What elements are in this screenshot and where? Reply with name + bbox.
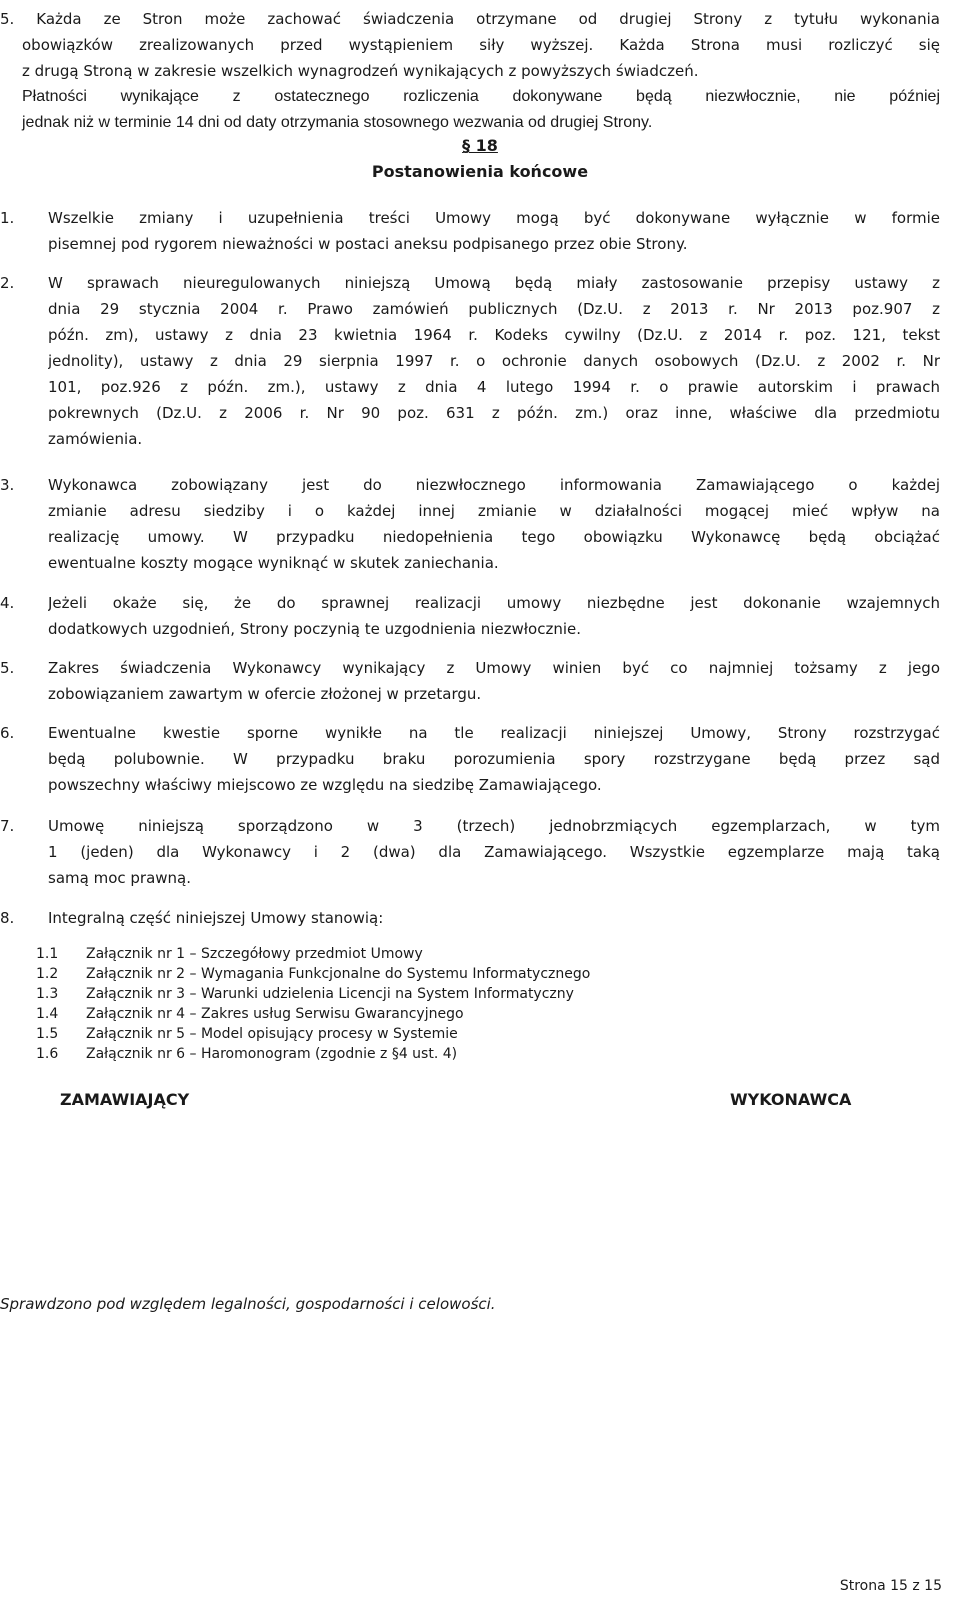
item-line: ewentualne koszty mogące wyniknąć w skutek zaniechania. [48, 554, 499, 572]
item-line: będą polubownie. W przypadku braku porozumienia spory rozstrzygane będą przez sąd [48, 750, 940, 768]
item-number: 6. [0, 724, 15, 742]
item-line: powszechny właściwy miejscowo ze względu na siedzibę Zamawiającego. [48, 776, 602, 794]
list-item [0, 205, 940, 257]
item-line: Ewentualne kwestie sporne wynikłe na tle realizacji niniejszej Umowy, Strony rozstrzygać [48, 724, 940, 742]
annex-number: 1.3 [36, 986, 59, 1002]
list-item [0, 590, 940, 642]
annex-item [36, 1004, 464, 1024]
section-link[interactable]: § 18 [462, 136, 498, 155]
item-line: Integralną część niniejszej Umowy stanowią: [48, 909, 384, 927]
page-number: Strona 15 z 15 [839, 1578, 942, 1594]
item-line: Jeżeli okaże się, że do sprawnej realizacji umowy niezbędne jest dokonanie wzajemnych [48, 594, 940, 612]
annex-item [36, 984, 574, 1004]
section-number [0, 136, 960, 155]
item-line: pisemnej pod rygorem nieważności w postaci aneksu podpisanego przez obie Strony. [48, 235, 688, 253]
item-line: zamówienia. [48, 430, 143, 448]
paragraph-line: z drugą Stroną w zakresie wszelkich wynagrodzeń wynikających z powyższych świadczeń. [22, 62, 699, 80]
annex-text: Załącznik nr 1 – Szczegółowy przedmiot Umowy [86, 946, 423, 962]
item-line: Wykonawca zobowiązany jest do niezwłocznego informowania Zamawiającego o każdej [48, 476, 940, 494]
section-title: Postanowienia końcowe [371, 162, 589, 181]
annex-text: Załącznik nr 3 – Warunki udzielenia Licencji na System Informatyczny [86, 986, 574, 1002]
item-line: pokrewnych (Dz.U. z 2006 r. Nr 90 poz. 631 z późn. zm.) oraz inne, właściwe dla przedmiotu [48, 404, 940, 422]
paragraph-line: jednak niż w terminie 14 dni od daty otrzymania stosownego wezwania od drugiej Strony. [22, 114, 653, 131]
annex-number: 1.6 [36, 1046, 59, 1062]
annex-text: Załącznik nr 5 – Model opisujący procesy w Systemie [86, 1026, 458, 1042]
paragraph-line: 5. Każda ze Stron może zachować świadczenia otrzymane od drugiej Strony z tytułu wykonania [0, 10, 940, 28]
list-item [0, 813, 940, 891]
paragraph-5 [0, 6, 940, 136]
list-item [0, 905, 940, 931]
item-line: zmianie adresu siedziby i o każdej innej zmianie w działalności mogącej mieć wpływ na [48, 502, 940, 520]
item-line: 101, poz.926 z późn. zm.), ustawy z dnia 4 lutego 1994 r. o prawie autorskim i prawach [48, 378, 940, 396]
signature-contractor: WYKONAWCA [730, 1090, 852, 1109]
list-item [0, 472, 940, 576]
item-line: W sprawach nieuregulowanych niniejszą Umową będą miały zastosowanie przepisy ustawy z [48, 274, 940, 292]
annex-text: Załącznik nr 2 – Wymagania Funkcjonalne do Systemu Informatycznego [86, 966, 591, 982]
item-line: Umowę niniejszą sporządzono w 3 (trzech) jednobrzmiących egzemplarzach, w tym [48, 817, 940, 835]
item-line: jednolity), ustawy z dnia 29 sierpnia 1997 r. o ochronie danych osobowych (Dz.U. z 2002 r. Nr [48, 352, 940, 370]
annex-text: Załącznik nr 4 – Zakres usług Serwisu Gwarancyjnego [86, 1006, 464, 1022]
annex-number: 1.5 [36, 1026, 59, 1042]
item-line: 1 (jeden) dla Wykonawcy i 2 (dwa) dla Zamawiającego. Wszystkie egzemplarze mają taką [48, 843, 940, 861]
item-line: dodatkowych uzgodnień, Strony poczynią te uzgodnienia niezwłocznie. [48, 620, 582, 638]
annex-number: 1.1 [36, 946, 59, 962]
annex-number: 1.4 [36, 1006, 59, 1022]
paragraph-line: obowiązków zrealizowanych przed wystąpieniem siły wyższej. Każda Strona musi rozliczyć się [22, 36, 940, 54]
signature-client: ZAMAWIAJĄCY [60, 1090, 190, 1109]
list-item [0, 270, 940, 452]
annex-number: 1.2 [36, 966, 59, 982]
item-number: 8. [0, 909, 15, 927]
item-line: Wszelkie zmiany i uzupełnienia treści Umowy mogą być dokonywane wyłącznie w formie [48, 209, 940, 227]
item-line: dnia 29 stycznia 2004 r. Prawo zamówień publicznych (Dz.U. z 2013 r. Nr 2013 poz.907 z [48, 300, 940, 318]
item-line: późn. zm), ustawy z dnia 23 kwietnia 1964 r. Kodeks cywilny (Dz.U. z 2014 r. poz. 121, tekst [48, 326, 940, 344]
item-line: zobowiązaniem zawartym w ofercie złożonej w przetargu. [48, 685, 482, 703]
legal-review-note: Sprawdzono pod względem legalności, gospodarności i celowości. [0, 1295, 496, 1313]
item-number: 1. [0, 209, 15, 227]
item-line: Zakres świadczenia Wykonawcy wynikający z Umowy winien być co najmniej tożsamy z jego [48, 659, 940, 677]
annex-item [36, 1024, 458, 1044]
item-line: realizację umowy. W przypadku niedopełnienia tego obowiązku Wykonawcę będą obciążać [48, 528, 940, 546]
list-item [0, 720, 940, 798]
item-number: 7. [0, 817, 15, 835]
paragraph-line: Płatności wynikające z ostatecznego rozliczenia dokonywane będą niezwłocznie, nie później [22, 88, 940, 105]
item-number: 4. [0, 594, 15, 612]
list-item [0, 655, 940, 707]
annex-text: Załącznik nr 6 – Haromonogram (zgodnie z §4 ust. 4) [86, 1046, 458, 1062]
item-number: 2. [0, 274, 15, 292]
item-number: 5. [0, 659, 15, 677]
annex-item [36, 944, 423, 964]
item-line: samą moc prawną. [48, 869, 191, 887]
item-number: 3. [0, 476, 15, 494]
annex-item [36, 1044, 457, 1064]
annex-item [36, 964, 590, 984]
